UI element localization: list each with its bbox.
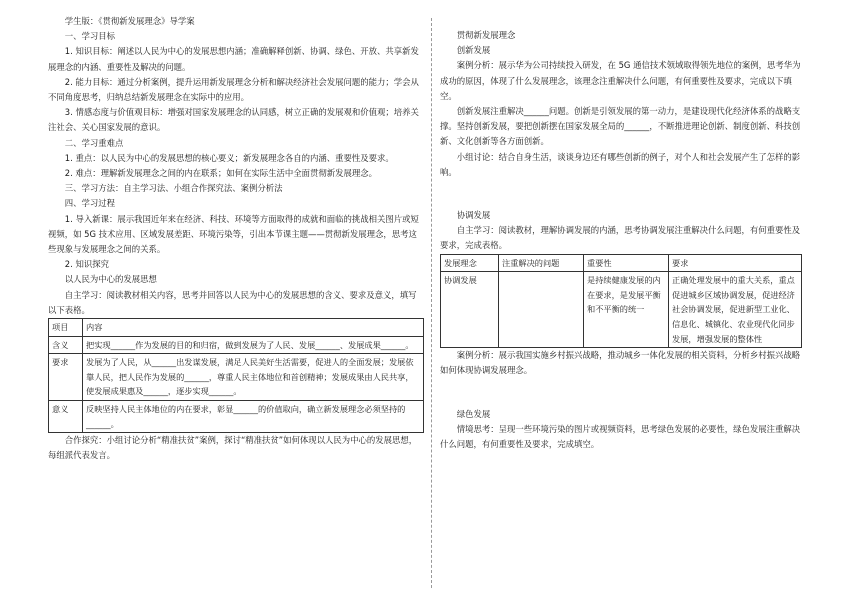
key-point: 1. 重点：以人民为中心的发展思想的核心要义；新发展理念各自的内涵、重要性及要求。: [64, 152, 394, 163]
subsection-heading: 绿色发展: [456, 408, 491, 419]
doc-title: 学生版：《贯彻新发展理念》导学案: [64, 16, 195, 26]
subsection-heading: 协调发展: [456, 210, 491, 221]
section-heading: 三、学习方法：自主学习法、小组合作探究法、案例分析法: [64, 183, 283, 194]
case-paragraph: 案例分析：展示华为公司持续投入研发，在 5G 通信技术领域取得领先地位的案例，思考华为成功的原因，体现了什么发展理念，该理念注重解决什么问题，有何重要性及要求，完成以下填空。: [440, 60, 801, 101]
table-cell: 反映坚持人民主体地位的内在要求，彰显______的价值取向，确立新发展理念必须坚持的______。: [83, 401, 424, 433]
table-row: [441, 272, 802, 348]
people-centered-table: [48, 318, 424, 433]
self-study-paragraph: 自主学习：阅读教材，理解协调发展的内涵，思考协调发展注重解决什么问题，有何重要性及要求，完成表格。: [440, 225, 801, 251]
fill-paragraph: 创新发展注重解决______问题。创新是引领发展的第一动力，是建设现代化经济体系的战略支撑。坚持创新发展，要把创新摆在国家发展全局的______，不断推进理论创新、制度创新、科技创新、文化创新等各方面创新。: [440, 106, 801, 147]
table-header-cell: 注重解决的问题: [499, 254, 584, 272]
table-row: [49, 336, 424, 354]
intro-paragraph: 1. 导入新课：展示我国近年来在经济、科技、环境等方面取得的成就和面临的挑战相关图片或短视频，如 5G 技术应用、区域发展差距、环境污染等，引出本节课主题——贯彻新发展理念，思考这些现象与发展理念之间的关系。: [48, 213, 419, 255]
table-cell: 把实现______作为发展的目的和归宿，做到发展为了人民、发展______、发展成果______。: [83, 336, 424, 354]
table-cell: 意义: [49, 401, 83, 433]
difficult-point: 2. 难点：理解新发展理念之间的内在联系；如何在实际生活中全面贯彻新发展理念。: [64, 168, 377, 179]
column-divider: [431, 18, 432, 588]
case-paragraph: 案例分析：展示我国实施乡村振兴战略，推动城乡一体化发展的相关资料，分析乡村振兴战略如何体现协调发展理念。: [440, 350, 801, 376]
table-header-cell: 项目: [49, 319, 83, 337]
table-cell: [499, 272, 584, 348]
topic-heading: 以人民为中心的发展思想: [64, 274, 157, 285]
table-cell: 协调发展: [441, 272, 499, 348]
right-column: [440, 14, 802, 452]
table-header-cell: 重要性: [584, 254, 669, 272]
goal-knowledge: 1. 知识目标：阐述以人民为中心的发展思想内涵；准确解释创新、协调、绿色、开放、共享新发展理念的内涵、重要性及解决的问题。: [48, 46, 419, 72]
discussion-paragraph: 小组讨论：结合自身生活，谈谈身边还有哪些创新的例子，对个人和社会发展产生了怎样的影响。: [440, 151, 801, 177]
table-header-cell: 内容: [83, 319, 424, 337]
table-cell: 含义: [49, 336, 83, 354]
left-column: [48, 14, 424, 464]
coordinated-table: [440, 254, 802, 349]
table-row: [49, 401, 424, 433]
self-study-paragraph: 自主学习：阅读教材相关内容，思考并回答以人民为中心的发展思想的含义、要求及意义，填写以下表格。: [48, 289, 417, 315]
subsection-heading: 2. 知识探究: [64, 259, 109, 270]
table-header-row: [49, 319, 424, 337]
section-heading: 二、学习重难点: [64, 137, 124, 148]
section-heading: 贯彻新发展理念: [456, 30, 516, 40]
table-header-cell: 发展理念: [441, 254, 499, 272]
goal-attitude: 3. 情感态度与价值观目标：增强对国家发展理念的认同感，树立正确的发展观和价值观；培养关注社会、关心国家发展的意识。: [48, 107, 419, 133]
table-cell: 发展为了人民，从______出发谋发展，满足人民美好生活需要，促进人的全面发展；发展依靠人民，把人民作为发展的______，尊重人民主体地位和首创精神；发展成果由人民共享，使发展成果惠及______，逐步实现______。: [83, 354, 424, 401]
table-header-cell: 要求: [669, 254, 802, 272]
table-row: [49, 354, 424, 401]
table-cell: 要求: [49, 354, 83, 401]
goal-ability: 2. 能力目标：通过分析案例，提升运用新发展理念分析和解决经济社会发展问题的能力；学会从不同角度思考，归纳总结新发展理念在实际中的应用。: [48, 76, 419, 103]
table-cell: 正确处理发展中的重大关系，重点促进城乡区域协调发展，促进经济社会协调发展，促进新型工业化、信息化、城镇化、农业现代化同步发展，增强发展的整体性: [669, 272, 802, 348]
table-cell: 是持续健康发展的内在要求，是发展平衡和不平衡的统一: [584, 272, 669, 348]
section-heading: 一、学习目标: [64, 31, 116, 42]
table-header-row: [441, 254, 802, 272]
section-heading: 四、学习过程: [64, 198, 116, 209]
scenario-paragraph: 情境思考：呈现一些环境污染的图片或视频资料，思考绿色发展的必要性，绿色发展注重解决什么问题，有何重要性及要求，完成填空。: [440, 423, 801, 450]
subsection-heading: 创新发展: [456, 45, 491, 56]
cooperation-paragraph: 合作探究：小组讨论分析“精准扶贫”案例，探讨“精准扶贫”如何体现以人民为中心的发展思想，每组派代表发言。: [48, 435, 418, 461]
